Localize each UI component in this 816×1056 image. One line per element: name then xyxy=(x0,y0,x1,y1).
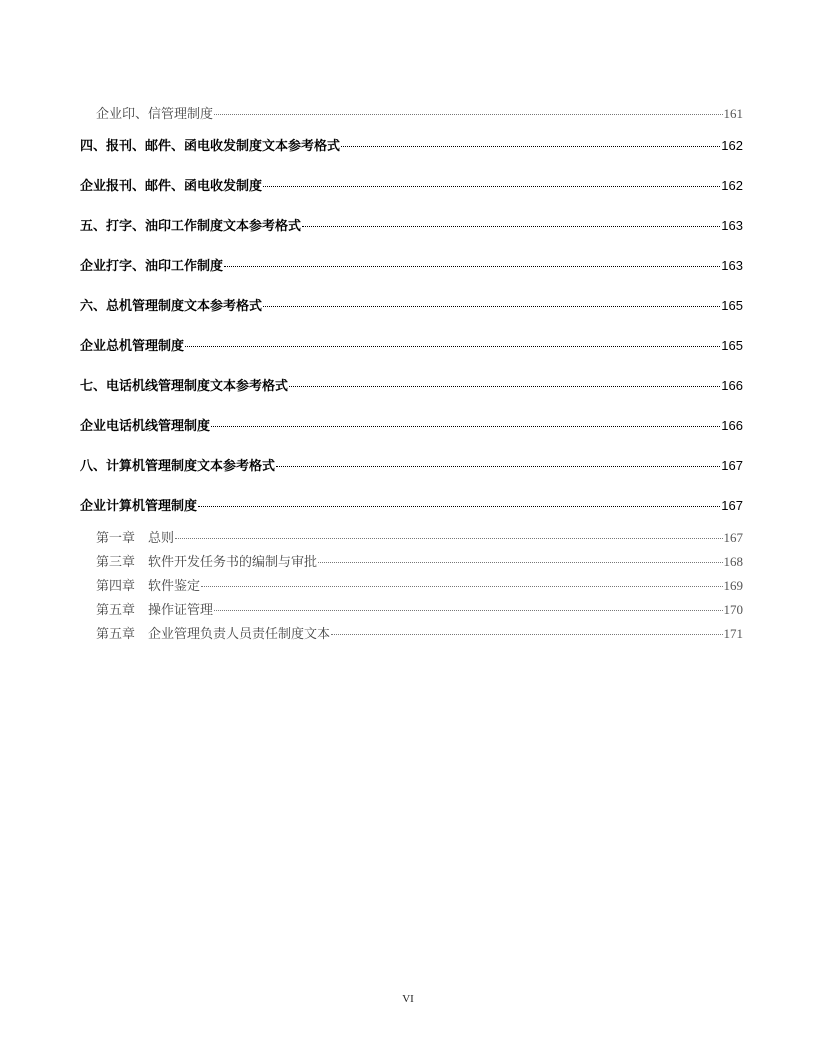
toc-entry[interactable] xyxy=(80,175,743,194)
toc-entry-title: 企业印、信管理制度 xyxy=(96,107,214,122)
toc-entry-title: 第五章 企业管理负责人员责任制度文本 xyxy=(96,627,331,642)
toc-entry[interactable] xyxy=(80,295,743,314)
toc-entry[interactable] xyxy=(96,527,743,546)
dot-leader xyxy=(198,505,720,507)
toc-entry[interactable] xyxy=(80,455,743,474)
toc-entry-page: 163 xyxy=(721,218,743,233)
toc-entry-page: 168 xyxy=(723,554,743,569)
toc-entry-page: 162 xyxy=(721,178,743,193)
toc-entry-title: 第四章 软件鉴定 xyxy=(96,579,201,594)
dot-leader xyxy=(185,345,720,347)
toc-entry-title: 八、计算机管理制度文本参考格式 xyxy=(80,459,276,474)
toc-entry-title: 企业计算机管理制度 xyxy=(80,499,198,514)
toc-entry[interactable] xyxy=(80,215,743,234)
toc-entry-page: 171 xyxy=(723,626,743,641)
toc-entry-title: 五、打字、油印工作制度文本参考格式 xyxy=(80,219,302,234)
toc-entry-page: 163 xyxy=(721,258,743,273)
dot-leader xyxy=(263,305,720,307)
toc-entry[interactable] xyxy=(80,375,743,394)
toc-entry-title: 六、总机管理制度文本参考格式 xyxy=(80,299,263,314)
toc-entry[interactable] xyxy=(80,335,743,354)
toc-entry-title: 第三章 软件开发任务书的编制与审批 xyxy=(96,555,318,570)
dot-leader xyxy=(214,609,722,611)
dot-leader xyxy=(263,185,720,187)
toc-entry-title: 企业报刊、邮件、函电收发制度 xyxy=(80,179,263,194)
toc-entry-title: 第一章 总则 xyxy=(96,531,175,546)
toc-entry-page: 165 xyxy=(721,298,743,313)
toc-entry-page: 166 xyxy=(721,418,743,433)
toc-entry[interactable] xyxy=(80,495,743,514)
toc-entry-page: 170 xyxy=(723,602,743,617)
toc-entry-page: 167 xyxy=(721,458,743,473)
dot-leader xyxy=(331,633,722,635)
toc-entry[interactable] xyxy=(96,103,743,122)
toc-entry-page: 169 xyxy=(723,578,743,593)
page-number: VI xyxy=(402,993,414,1005)
dot-leader xyxy=(175,537,722,539)
toc-entry-title: 企业打字、油印工作制度 xyxy=(80,259,224,274)
toc-entry-page: 165 xyxy=(721,338,743,353)
toc-entry-page: 161 xyxy=(723,106,743,121)
dot-leader xyxy=(289,385,720,387)
toc-entry-page: 162 xyxy=(721,138,743,153)
toc-entry-title: 企业电话机线管理制度 xyxy=(80,419,211,434)
toc-entry-page: 167 xyxy=(723,530,743,545)
toc-entry-title: 第五章 操作证管理 xyxy=(96,603,214,618)
dot-leader xyxy=(318,561,722,563)
dot-leader xyxy=(201,585,722,587)
dot-leader xyxy=(341,145,720,147)
dot-leader xyxy=(211,425,720,427)
toc-entry[interactable] xyxy=(80,135,743,154)
toc-entry[interactable] xyxy=(96,575,743,594)
toc-entry-page: 166 xyxy=(721,378,743,393)
dot-leader xyxy=(214,113,722,115)
dot-leader xyxy=(276,465,720,467)
dot-leader xyxy=(302,225,720,227)
toc-entry[interactable] xyxy=(80,255,743,274)
toc-entry[interactable] xyxy=(96,551,743,570)
toc-entry[interactable] xyxy=(96,599,743,618)
toc-entry-title: 四、报刊、邮件、函电收发制度文本参考格式 xyxy=(80,139,341,154)
toc-entry-title: 七、电话机线管理制度文本参考格式 xyxy=(80,379,289,394)
dot-leader xyxy=(224,265,720,267)
toc-entry-page: 167 xyxy=(721,498,743,513)
toc-entry-title: 企业总机管理制度 xyxy=(80,339,185,354)
toc-entry[interactable] xyxy=(80,415,743,434)
toc-entry[interactable] xyxy=(96,623,743,642)
